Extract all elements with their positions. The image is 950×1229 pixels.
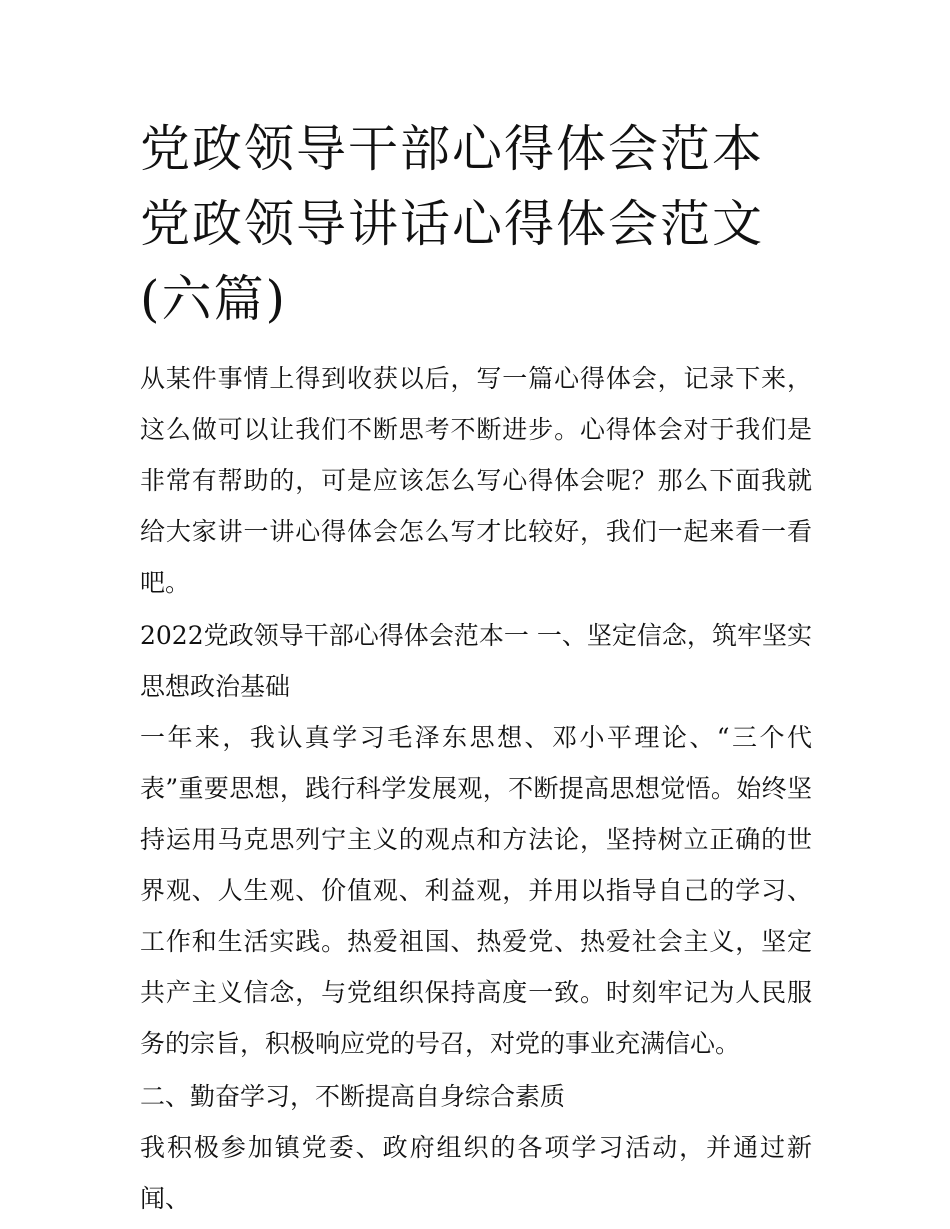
section-heading-1: 2022党政领导干部心得体会范本一 一、坚定信念，筑牢坚实思想政治基础 (140, 621, 812, 701)
document-body (140, 353, 812, 1224)
body-paragraph-2: 我积极参加镇党委、政府组织的各项学习活动，并通过新闻、 (140, 1133, 812, 1213)
section-heading-2: 二、勤奋学习，不断提高自身综合素质 (140, 1082, 566, 1111)
document-title: 党政领导干部心得体会范本 党政领导讲话心得体会范文(六篇) (140, 120, 764, 328)
intro-paragraph: 从某件事情上得到收获以后，写一篇心得体会，记录下来，这么做可以让我们不断思考不断进步。心得体会对于我们是非常有帮助的，可是应该怎么写心得体会呢？那么下面我就给大家讲一讲心得体会怎么写才比较好，我们一起来看一看吧。 (140, 364, 812, 597)
body-paragraph-1: 一年来，我认真学习毛泽东思想、邓小平理论、“三个代表”重要思想，践行科学发展观，不断提高思想觉悟。始终坚持运用马克思列宁主义的观点和方法论，坚持树立正确的世界观、人生观、价值观、利益观，并用以指导自己的学习、工作和生活实践。热爱祖国、热爱党、热爱社会主义，坚定共产主义信念，与党组织保持高度一致。时刻牢记为人民服务的宗旨，积极响应党的号召，对党的事业充满信心。 (140, 723, 812, 1058)
document-content (140, 112, 812, 1226)
